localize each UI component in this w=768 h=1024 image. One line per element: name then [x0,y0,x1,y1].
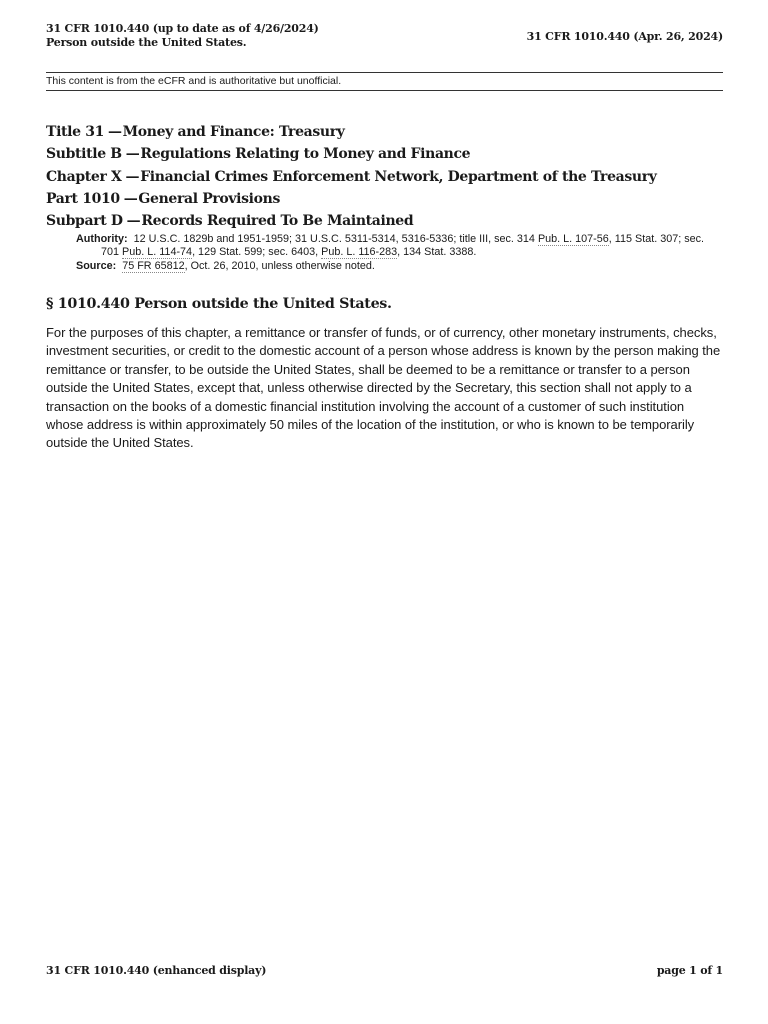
authority-text-1: 12 U.S.C. 1829b and 1951-1959; 31 U.S.C. 5311-5314, 5316-5336; title III, sec. 314 [133,233,538,245]
header-section-title: Person outside the United States. [46,36,247,49]
authority-link-pub-l-114-74[interactable]: Pub. L. 114-74 [122,246,193,259]
hierarchy-subpart-text: Records Required To Be Maintained [141,213,414,230]
hierarchy-title-label: Title 31 [46,124,104,140]
hierarchy-dash: — [108,124,122,140]
hierarchy-subtitle [46,143,723,165]
source-line [76,260,723,273]
authority-link-pub-l-116-283[interactable]: Pub. L. 116-283 [321,246,398,259]
hierarchy-title-text: Money and Finance: Treasury [122,124,345,140]
header-citation: 31 CFR 1010.440 (up to date as of 4/26/2024) [46,22,319,35]
authority-text-2: , 115 Stat. 307; sec. 701 [101,233,705,259]
hierarchy-block [46,121,723,232]
hierarchy-subpart [46,210,723,232]
footer-citation: 31 CFR 1010.440 (enhanced display) [46,964,267,977]
hierarchy-part-text: General Provisions [138,190,281,207]
header-date-stamp: 31 CFR 1010.440 (Apr. 26, 2024) [526,30,723,43]
hierarchy-part [46,188,723,210]
authority-source-block [76,233,723,273]
document-page [46,0,723,1024]
hierarchy-dash: — [125,146,140,163]
hierarchy-subtitle-label: Subtitle B [46,146,122,163]
source-text: , Oct. 26, 2010, unless otherwise noted. [184,259,375,272]
authority-text-4: , 134 Stat. 3388. [397,246,477,259]
authority-line [76,233,723,260]
authority-link-pub-l-107-56[interactable]: Pub. L. 107-56 [537,233,609,245]
hierarchy-title [46,121,723,143]
hierarchy-dash: — [126,213,141,230]
authority-text-3: , 129 Stat. 599; sec. 6403, [192,246,322,259]
hierarchy-subtitle-text: Regulations Relating to Money and Finance [140,146,471,163]
hierarchy-chapter-label: Chapter X [46,168,122,185]
hierarchy-chapter [46,166,723,188]
section-body: For the purposes of this chapter, a remittance or transfer of funds, or of currency, other monetary instruments, checks, investment securities, or credit to the domestic account of a person whose address is known by the person making the remittance or transfer, to be outside the United States, shall be deemed to be a remittance or transfer to a person outside the United States, except that, unless otherwise directed by the Secretary, this section shall not apply to a transaction on the books of a domestic financial institution involving the account of a customer of such institution whose address is within approximately 50 miles of the location of the institution, or who is known to be temporarily outside the United States. [46,325,721,451]
hierarchy-dash: — [123,190,138,207]
hierarchy-subpart-label: Subpart D [46,213,123,230]
source-label: Source: [76,259,117,272]
footer-page-number: page 1 of 1 [656,964,723,977]
section-heading: § 1010.440 Person outside the United States. [46,296,392,312]
hierarchy-chapter-text: Financial Crimes Enforcement Network, Department of the Treasury [140,168,657,185]
hierarchy-part-label: Part 1010 [46,190,120,207]
disclaimer-banner: This content is from the eCFR and is authoritative but unofficial. [46,72,723,91]
source-link-fr[interactable]: 75 FR 65812 [122,259,185,272]
hierarchy-dash: — [125,168,140,185]
header-left [46,22,319,50]
authority-label: Authority: [76,233,128,245]
